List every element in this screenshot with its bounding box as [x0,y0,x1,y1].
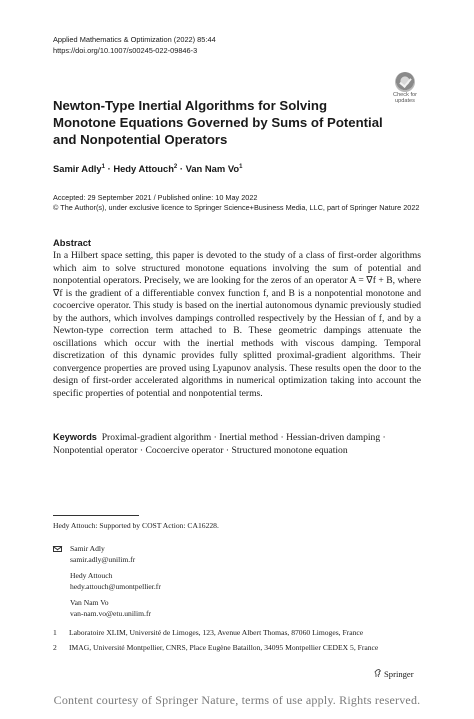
author-affiliation-mark: 2 [173,163,178,170]
journal-citation: Applied Mathematics & Optimization (2022) 85:44 [53,35,216,44]
check-for-updates-icon [395,72,415,92]
affiliation-item [53,643,378,652]
envelope-icon [53,546,62,552]
keywords-label: Keywords [53,432,97,442]
contact-name: Samir Adly [70,544,105,553]
contact-name: Van Nam Vo [70,598,109,607]
abstract-heading: Abstract [53,237,92,248]
courtesy-watermark: Content courtesy of Springer Nature, terms of use apply. Rights reserved. [53,693,421,707]
copyright-line: © The Author(s), under exclusive licence to Springer Science+Business Media, LLC, part of Springer Nature 2022 [53,203,420,213]
contact-email[interactable]: samir.adly@unilim.fr [70,554,136,564]
contact-list [53,544,161,625]
doi-link[interactable]: https://doi.org/10.1007/s00245-022-09846-3 [53,46,198,55]
author-name: Hedy Attouch [113,163,174,174]
accepted-published-line: Accepted: 29 September 2021 / Published online: 10 May 2022 [53,193,258,202]
contact-name: Hedy Attouch [70,571,113,580]
check-for-updates-badge[interactable] [389,72,421,106]
author-separator: · [179,163,183,174]
author-affiliation-mark: 1 [101,163,105,170]
contact-entry [53,544,161,565]
author-separator: · [107,163,111,174]
check-for-updates-label: Check for updates [393,92,417,105]
author-name: Samir Adly [53,163,102,174]
keywords-block [53,431,423,457]
contact-email[interactable]: hedy.attouch@umontpellier.fr [70,581,161,591]
affiliation-text: Laboratoire XLIM, Université de Limoges, 123, Avenue Albert Thomas, 87060 Limoges, France [69,628,364,637]
paper-title: Newton-Type Inertial Algorithms for Solving Monotone Equations Governed by Sums of Potential and Nonpotential Operators [53,98,383,147]
author-affiliation-mark: 1 [239,163,243,170]
publication-dates [53,193,419,214]
springer-horse-icon [374,669,382,678]
contact-entry [53,598,161,619]
affiliation-text: IMAG, Université Montpellier, CNRS, Place Eugène Bataillon, 34095 Montpellier CEDEX 5, France [69,643,379,652]
author-name: Van Nam Vo [185,163,240,174]
contact-email[interactable]: van-nam.vo@etu.unilim.fr [70,608,152,618]
abstract-text: In a Hilbert space setting, this paper is devoted to the study of a class of first-order algorithms which aim to solve structured monotone equations involving the sum of potential and nonpotential operators. Precisely, we are looking for the zeros of an operator A = ∇f + B, where ∇f is the gradient of a differentiable convex function f, and B is a nonpotential monotone and cocoercive operator. This study is based on the inertial autonomous dynamic previously studied by the authors, which involves dampings controlled respectively by the Hessian of f, and by a Newton-type correction term attached to B. These geometric dampings attenuate the oscillations which occur with the inertial methods with viscous damping. Temporal discretization of this dynamic provides fully splitted proximal-gradient algorithms. Their convergence properties are proved using Lyapunov analysis. These results open the door to the design of first-order accelerated algorithms in numerical optimization taking into account the specific properties of potential and nonpotential terms. [53,250,421,400]
affiliation-number: 1 [53,628,57,637]
publisher-logo [374,669,414,679]
journal-header [53,34,216,56]
affiliation-item [53,628,363,637]
affiliation-number: 2 [53,643,57,652]
publisher-name: Springer [384,669,414,679]
funding-note: Hedy Attouch: Supported by COST Action: CA16228. [53,521,219,530]
footnote-divider [53,515,139,516]
keywords-list: Proximal-gradient algorithm · Inertial method · Hessian-driven damping · Nonpotential operator · Cocoercive operator · Structured monotone equation [53,432,386,456]
author-list [53,163,242,174]
contact-entry [53,571,161,592]
